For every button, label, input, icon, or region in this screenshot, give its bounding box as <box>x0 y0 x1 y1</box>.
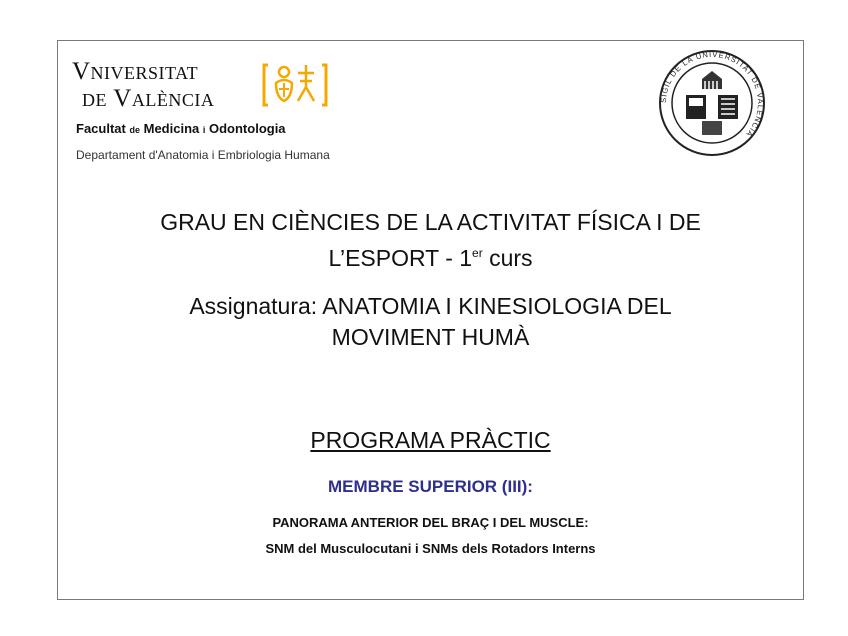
faculty-de: de <box>129 125 140 135</box>
faculty-medicina: Medicina <box>143 121 200 136</box>
slide <box>57 40 804 600</box>
degree-title-line1: GRAU EN CIÈNCIES DE LA ACTIVITAT FÍSICA I DE <box>160 209 701 235</box>
section-detail-1: PANORAMA ANTERIOR DEL BRAÇ I DEL MUSCLE: <box>272 515 589 530</box>
university-name-line1: Vniversitat <box>72 58 199 85</box>
faculty-name <box>76 121 286 136</box>
section-title: MEMBRE SUPERIOR (III): <box>328 477 533 496</box>
faculty-odontologia: Odontologia <box>209 121 286 136</box>
faculty-i: i <box>202 125 206 135</box>
degree-title-main: L’ESPORT - 1 <box>328 245 473 271</box>
university-seal-icon <box>658 49 766 157</box>
degree-title-sup: er <box>472 246 483 260</box>
section-detail-2: SNM del Musculocutani i SNMs dels Rotadors Interns <box>265 541 596 556</box>
program-heading: PROGRAMA PRÀCTIC <box>310 427 551 453</box>
university-emblem-icon <box>262 61 328 109</box>
seal-text: SIGIL DE LA UNIVERSITAT DE VALÈNCIA <box>658 49 766 140</box>
degree-title-line2 <box>58 238 803 274</box>
university-name-line2: de València <box>82 85 215 112</box>
department-name: Departament d'Anatomia i Embriologia Humana <box>76 148 330 162</box>
subject-title-line2: MOVIMENT HUMÀ <box>331 324 530 350</box>
subject-title-line1: Assignatura: ANATOMIA I KINESIOLOGIA DEL <box>189 293 672 319</box>
faculty-word: Facultat <box>76 121 126 136</box>
subject-title <box>58 291 803 353</box>
degree-title <box>58 207 803 274</box>
degree-title-end: curs <box>482 245 533 271</box>
university-logo <box>72 53 332 113</box>
